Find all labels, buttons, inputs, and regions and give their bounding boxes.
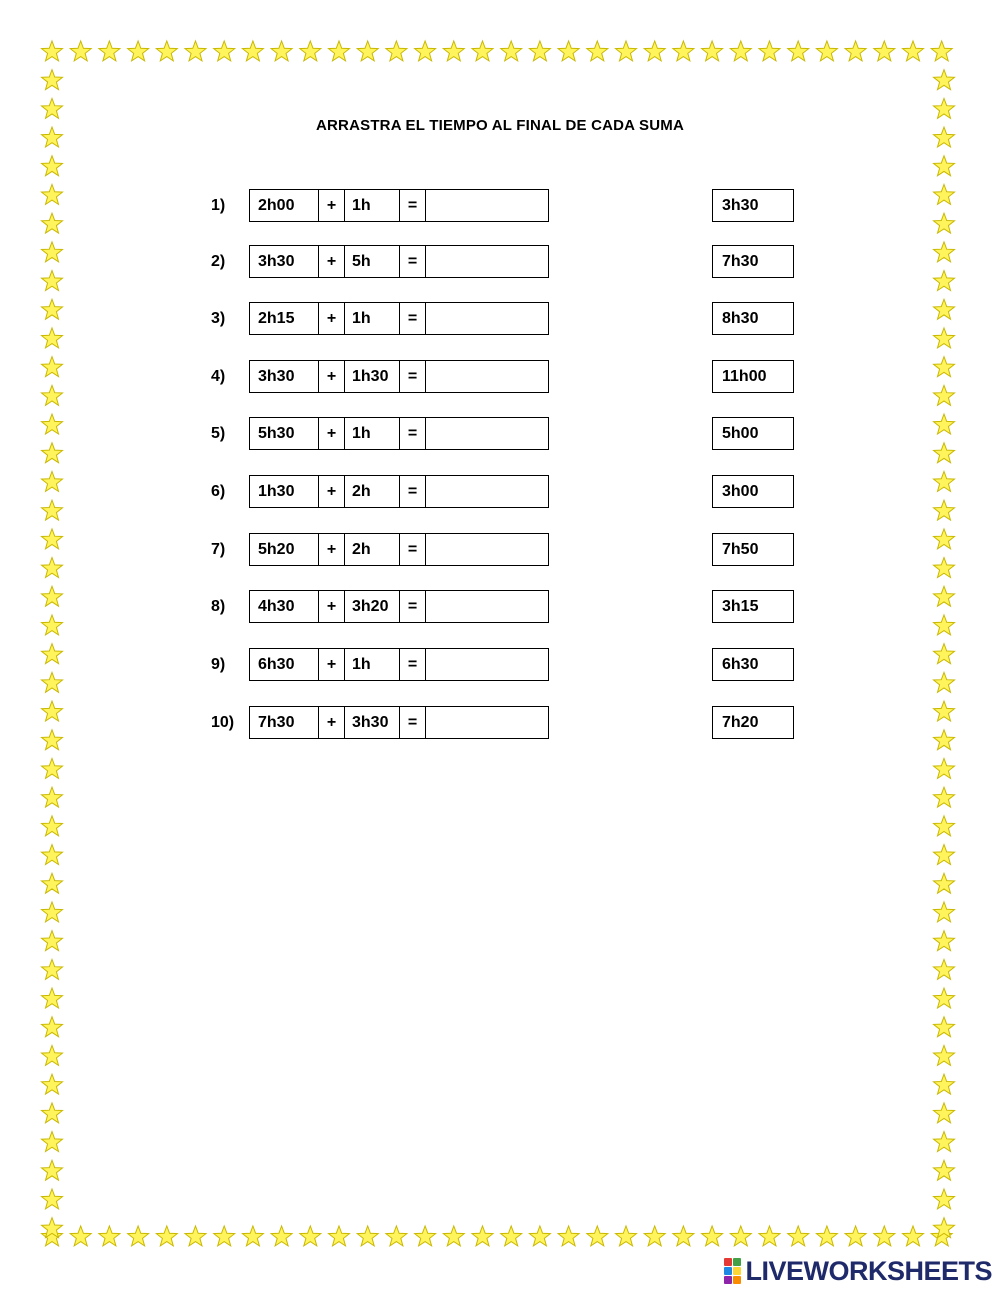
star-icon <box>644 41 665 61</box>
star-icon <box>271 1226 292 1246</box>
equals-sign: = <box>400 591 426 622</box>
star-icon <box>558 41 579 61</box>
equation-box <box>249 590 549 623</box>
draggable-time-option[interactable]: 11h00 <box>712 360 794 393</box>
star-icon <box>300 41 321 61</box>
equation-box <box>249 648 549 681</box>
star-icon <box>816 41 837 61</box>
answer-drop-zone[interactable] <box>426 649 548 680</box>
page-title: ARRASTRA EL TIEMPO AL FINAL DE CADA SUMA <box>315 117 684 134</box>
star-icon <box>70 1226 91 1246</box>
star-icon <box>759 41 780 61</box>
star-icon <box>242 41 263 61</box>
star-icon <box>386 41 407 61</box>
equals-sign: = <box>400 190 426 221</box>
star-icon <box>42 988 63 1008</box>
plus-sign: + <box>319 246 345 277</box>
logo-square <box>733 1267 741 1275</box>
star-icon <box>42 1160 63 1180</box>
first-addend: 2h15 <box>250 303 319 334</box>
second-addend: 5h <box>345 246 400 277</box>
star-icon <box>128 1226 149 1246</box>
star-icon <box>415 41 436 61</box>
star-icon <box>934 70 955 90</box>
star-icon <box>501 1226 522 1246</box>
star-icon <box>788 1226 809 1246</box>
answer-drop-zone[interactable] <box>426 418 548 449</box>
star-icon <box>934 816 955 836</box>
star-icon <box>934 1160 955 1180</box>
star-icon <box>271 41 292 61</box>
star-icon <box>42 902 63 922</box>
star-icon <box>702 41 723 61</box>
star-icon <box>673 41 694 61</box>
star-icon <box>415 1226 436 1246</box>
star-icon <box>934 1017 955 1037</box>
plus-sign: + <box>319 591 345 622</box>
star-icon <box>874 1226 895 1246</box>
star-icon <box>70 41 91 61</box>
plus-sign: + <box>319 534 345 565</box>
star-icon <box>934 156 955 176</box>
problem-number: 7) <box>211 541 226 558</box>
star-icon <box>42 98 63 118</box>
problem-row <box>0 417 1000 453</box>
problem-number: 10) <box>211 714 235 731</box>
star-icon <box>42 1132 63 1152</box>
problem-row <box>0 590 1000 626</box>
problem-number: 1) <box>211 197 226 214</box>
star-icon <box>386 1226 407 1246</box>
star-icon <box>185 1226 206 1246</box>
answer-drop-zone[interactable] <box>426 476 548 507</box>
equals-sign: = <box>400 361 426 392</box>
answer-drop-zone[interactable] <box>426 707 548 738</box>
problem-number: 9) <box>211 656 226 673</box>
problem-row <box>0 648 1000 684</box>
star-icon <box>874 41 895 61</box>
star-icon <box>931 41 952 61</box>
equals-sign: = <box>400 418 426 449</box>
plus-sign: + <box>319 303 345 334</box>
star-icon <box>443 41 464 61</box>
star-icon <box>587 1226 608 1246</box>
plus-sign: + <box>319 707 345 738</box>
equation-box <box>249 189 549 222</box>
star-icon <box>702 1226 723 1246</box>
equals-sign: = <box>400 707 426 738</box>
star-icon <box>934 873 955 893</box>
problem-number: 3) <box>211 310 226 327</box>
equation-box <box>249 706 549 739</box>
star-icon <box>42 873 63 893</box>
star-icon <box>934 959 955 979</box>
star-icon <box>903 1226 924 1246</box>
star-icon <box>42 931 63 951</box>
star-icon <box>934 98 955 118</box>
plus-sign: + <box>319 649 345 680</box>
problem-row <box>0 302 1000 338</box>
second-addend: 3h20 <box>345 591 400 622</box>
star-icon <box>42 816 63 836</box>
equation-box <box>249 533 549 566</box>
star-icon <box>644 1226 665 1246</box>
answer-drop-zone[interactable] <box>426 303 548 334</box>
logo-squares-icon <box>724 1258 741 1284</box>
star-icon <box>329 41 350 61</box>
answer-drop-zone[interactable] <box>426 361 548 392</box>
problem-row <box>0 189 1000 225</box>
star-icon <box>934 759 955 779</box>
problem-number: 8) <box>211 598 226 615</box>
star-icon <box>214 41 235 61</box>
star-icon <box>42 1189 63 1209</box>
logo-square <box>724 1258 732 1266</box>
plus-sign: + <box>319 476 345 507</box>
first-addend: 5h30 <box>250 418 319 449</box>
star-icon <box>300 1226 321 1246</box>
problem-row <box>0 245 1000 281</box>
star-icon <box>845 41 866 61</box>
star-icon <box>472 41 493 61</box>
star-icon <box>99 41 120 61</box>
star-icon <box>42 787 63 807</box>
star-icon <box>934 845 955 865</box>
star-icon <box>934 1189 955 1209</box>
star-icon <box>42 759 63 779</box>
first-addend: 3h30 <box>250 246 319 277</box>
star-icon <box>529 41 550 61</box>
draggable-time-option[interactable]: 3h00 <box>712 475 794 508</box>
second-addend: 1h <box>345 418 400 449</box>
answer-drop-zone[interactable] <box>426 591 548 622</box>
first-addend: 1h30 <box>250 476 319 507</box>
star-icon <box>587 41 608 61</box>
star-icon <box>42 1103 63 1123</box>
star-icon <box>42 1046 63 1066</box>
second-addend: 1h <box>345 303 400 334</box>
star-icon <box>472 1226 493 1246</box>
draggable-time-option[interactable]: 8h30 <box>712 302 794 335</box>
star-icon <box>934 1132 955 1152</box>
equals-sign: = <box>400 649 426 680</box>
equals-sign: = <box>400 303 426 334</box>
problem-number: 4) <box>211 368 226 385</box>
problem-number: 2) <box>211 253 226 270</box>
first-addend: 3h30 <box>250 361 319 392</box>
equation-box <box>249 302 549 335</box>
logo-square <box>724 1267 732 1275</box>
star-icon <box>934 1103 955 1123</box>
star-icon <box>329 1226 350 1246</box>
first-addend: 4h30 <box>250 591 319 622</box>
problem-number: 6) <box>211 483 226 500</box>
plus-sign: + <box>319 361 345 392</box>
star-icon <box>42 1074 63 1094</box>
star-icon <box>616 41 637 61</box>
equals-sign: = <box>400 246 426 277</box>
star-icon <box>903 41 924 61</box>
problem-number: 5) <box>211 425 226 442</box>
star-icon <box>759 1226 780 1246</box>
star-icon <box>42 41 63 61</box>
second-addend: 1h <box>345 190 400 221</box>
plus-sign: + <box>319 190 345 221</box>
second-addend: 3h30 <box>345 707 400 738</box>
problem-row <box>0 475 1000 511</box>
equals-sign: = <box>400 476 426 507</box>
plus-sign: + <box>319 418 345 449</box>
star-icon <box>443 1226 464 1246</box>
star-icon <box>558 1226 579 1246</box>
star-icon <box>99 1226 120 1246</box>
liveworksheets-logo[interactable] <box>724 1257 992 1285</box>
second-addend: 2h <box>345 476 400 507</box>
star-icon <box>214 1226 235 1246</box>
star-icon <box>185 41 206 61</box>
logo-square <box>733 1258 741 1266</box>
star-icon <box>934 1046 955 1066</box>
second-addend: 1h <box>345 649 400 680</box>
star-icon <box>42 156 63 176</box>
star-icon <box>42 959 63 979</box>
first-addend: 6h30 <box>250 649 319 680</box>
answer-drop-zone[interactable] <box>426 246 548 277</box>
draggable-time-option[interactable]: 3h15 <box>712 590 794 623</box>
star-icon <box>242 1226 263 1246</box>
star-icon <box>845 1226 866 1246</box>
second-addend: 2h <box>345 534 400 565</box>
first-addend: 7h30 <box>250 707 319 738</box>
star-icon <box>357 1226 378 1246</box>
equation-box <box>249 360 549 393</box>
problem-row <box>0 533 1000 569</box>
equation-box <box>249 417 549 450</box>
answer-drop-zone[interactable] <box>426 534 548 565</box>
star-icon <box>128 41 149 61</box>
star-icon <box>529 1226 550 1246</box>
draggable-time-option[interactable]: 7h30 <box>712 245 794 278</box>
star-icon <box>42 70 63 90</box>
draggable-time-option[interactable]: 7h50 <box>712 533 794 566</box>
star-icon <box>156 1226 177 1246</box>
draggable-time-option[interactable]: 5h00 <box>712 417 794 450</box>
star-icon <box>730 1226 751 1246</box>
logo-square <box>733 1276 741 1284</box>
star-icon <box>934 988 955 1008</box>
equals-sign: = <box>400 534 426 565</box>
star-icon <box>934 902 955 922</box>
star-icon <box>788 41 809 61</box>
draggable-time-option[interactable]: 6h30 <box>712 648 794 681</box>
star-icon <box>934 1074 955 1094</box>
star-icon <box>616 1226 637 1246</box>
logo-square <box>724 1276 732 1284</box>
star-icon <box>673 1226 694 1246</box>
star-icon <box>42 845 63 865</box>
logo-wordmark: LIVEWORKSHEETS <box>745 1255 992 1286</box>
problem-row <box>0 706 1000 742</box>
star-icon <box>156 41 177 61</box>
star-icon <box>501 41 522 61</box>
first-addend: 2h00 <box>250 190 319 221</box>
first-addend: 5h20 <box>250 534 319 565</box>
draggable-time-option[interactable]: 7h20 <box>712 706 794 739</box>
star-icon <box>357 41 378 61</box>
equation-box <box>249 245 549 278</box>
star-icon <box>934 931 955 951</box>
star-icon <box>730 41 751 61</box>
answer-drop-zone[interactable] <box>426 190 548 221</box>
problem-row <box>0 360 1000 396</box>
draggable-time-option[interactable]: 3h30 <box>712 189 794 222</box>
star-icon <box>816 1226 837 1246</box>
star-icon <box>934 787 955 807</box>
equation-box <box>249 475 549 508</box>
second-addend: 1h30 <box>345 361 400 392</box>
star-icon <box>42 1017 63 1037</box>
